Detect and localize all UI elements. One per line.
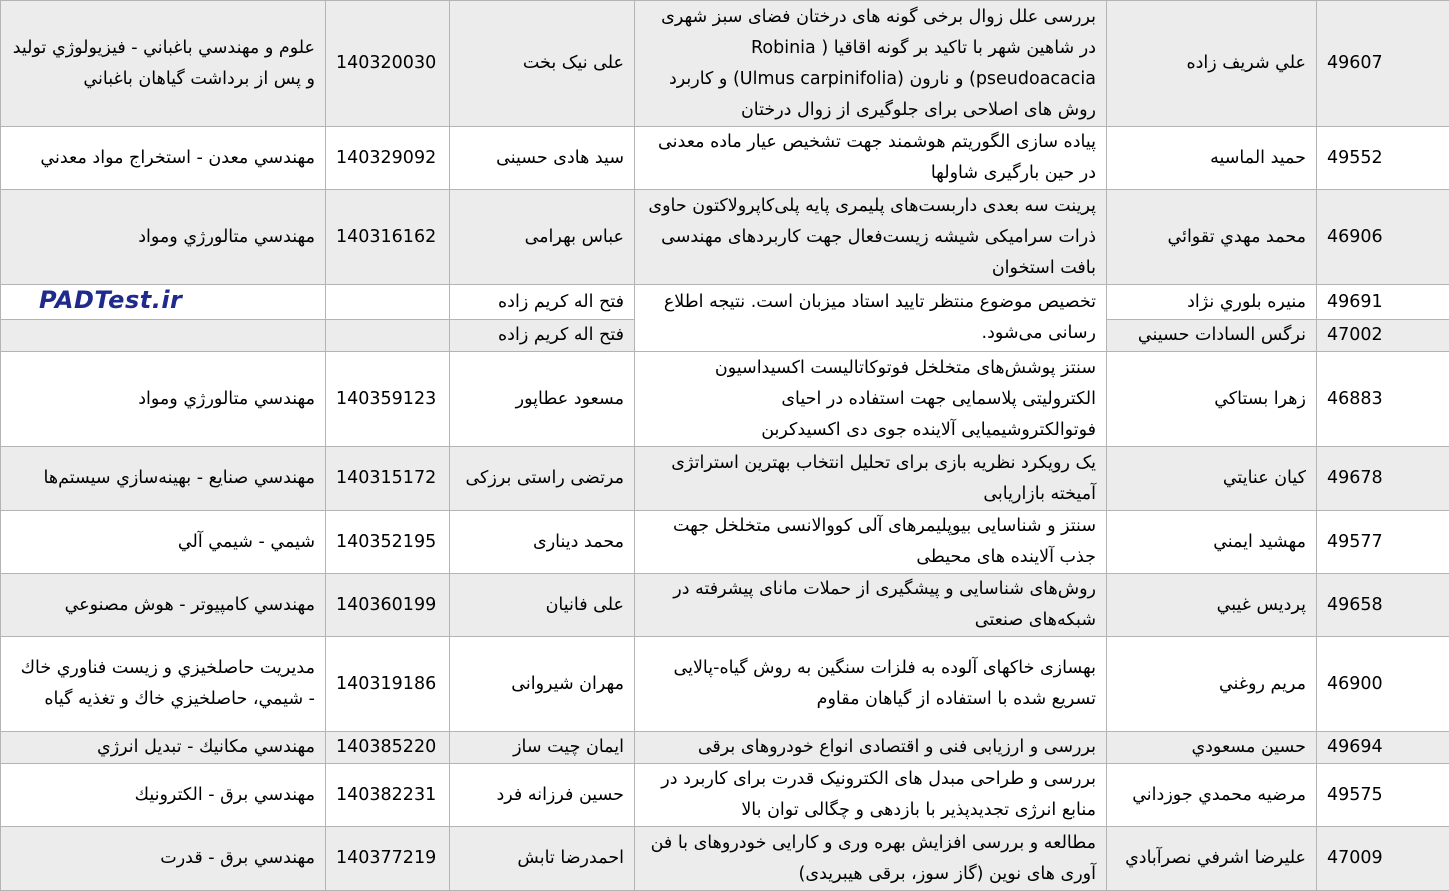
thesis-title: بررسی علل زوال برخی گونه های درختان فضای سبز شهری در شاهین شهر با تاکید بر گونه اقاقیا ( Robinia pseudoacacia) و نارون (Ulmus carpinifolia) و کاربرد روش های اصلاحی برای جلوگیری از زوال درختان [635,1,1107,127]
supervisor-name: محمد دیناری [450,511,635,574]
student-name: پرديس غيبي [1107,574,1317,637]
table-row [1,447,1449,511]
thesis-title: یک رویکرد نظریه بازی برای تحلیل انتخاب بهترین استراتژی آمیخته بازاریابی [635,447,1107,511]
field-of-study: مهندسي متالورژي ومواد [1,352,326,447]
row-number: 46900 [1317,637,1449,732]
table-row [1,352,1449,447]
student-name: منيره بلوري نژاد [1107,285,1317,320]
supervisor-name: مهران شیروانی [450,637,635,732]
thesis-title-pending: تخصیص موضوع منتظر تایید استاد میزبان است. نتیجه اطلاع رسانی می‌شود. [635,285,1107,352]
thesis-title: سنتز و شناسایی بیوپلیمرهای آلی کووالانسی متخلخل جهت جذب آلاینده های محیطی [635,511,1107,574]
thesis-title: بررسی و ارزیابی فنی و اقتصادی انواع خودروهای برقی [635,732,1107,764]
student-code: 140382231 [326,764,450,827]
supervisor-name: احمدرضا تابش [450,827,635,891]
row-number: 47002 [1317,320,1449,352]
supervisor-name: حسین فرزانه فرد [450,764,635,827]
thesis-title: پیاده سازی الگوریتم هوشمند جهت تشخیص عیار ماده معدنی در حین بارگیری شاولها [635,127,1107,190]
student-name: حسين مسعودي [1107,732,1317,764]
student-code: 140377219 [326,827,450,891]
row-number: 46906 [1317,190,1449,285]
supervisor-name: ایمان چیت ساز [450,732,635,764]
supervisor-name: سید هادی حسینی [450,127,635,190]
student-name: مهشيد ايمني [1107,511,1317,574]
thesis-title: بررسی و طراحی مبدل های الکترونیک قدرت برای کاربرد در منابع انرژی تجدیدپذیر با بازدهی و چگالی توان بالا [635,764,1107,827]
row-number: 49678 [1317,447,1449,511]
supervisor-name: مرتضی راستی برزکی [450,447,635,511]
table-row [1,732,1449,764]
watermark-text: PADTest.ir [39,286,182,314]
row-number: 49607 [1317,1,1449,127]
student-name: زهرا بستاكي [1107,352,1317,447]
field-of-study: مهندسي كامپيوتر - هوش مصنوعي [1,574,326,637]
supervisor-name: علی فانیان [450,574,635,637]
student-code: 140329092 [326,127,450,190]
student-name: مرضيه محمدي جوزداني [1107,764,1317,827]
field-of-study: مهندسي متالورژي ومواد [1,190,326,285]
student-code: 140359123 [326,352,450,447]
supervisor-name: علی نیک بخت [450,1,635,127]
student-code [326,285,450,320]
watermark-logo [1,285,326,320]
row-number: 49658 [1317,574,1449,637]
field-of-study: مهندسي برق - قدرت [1,827,326,891]
thesis-title: روش‌های شناسایی و پیشگیری از حملات مانای پیشرفته در شبکه‌های صنعتی [635,574,1107,637]
student-name: عليرضا اشرفي نصرآبادي [1107,827,1317,891]
thesis-title: سنتز پوشش‌های متخلخل فوتوکاتالیست اکسیداسیون الکترولیتی پلاسمایی جهت استفاده در احیای فوتوالکتروشیمیایی آلاینده جوی دی اکسیدکربن [635,352,1107,447]
student-code [326,320,450,352]
row-number: 49552 [1317,127,1449,190]
field-of-study: علوم و مهندسي باغباني - فيزيولوژي توليد و پس از برداشت گياهان باغباني [1,1,326,127]
student-name: حميد الماسيه [1107,127,1317,190]
field-of-study: مهندسي معدن - استخراج مواد معدني [1,127,326,190]
field-of-study: مهندسي صنايع - بهينه‌سازي سيستم‌ها [1,447,326,511]
supervisor-name: فتح اله کریم زاده [450,320,635,352]
field-of-study: مهندسي مكانيك - تبديل انرژي [1,732,326,764]
supervisor-name: فتح اله کریم زاده [450,285,635,320]
table-row [1,1,1449,127]
table-row [1,511,1449,574]
student-name: محمد مهدي تقوائي [1107,190,1317,285]
table-row [1,190,1449,285]
row-number: 49691 [1317,285,1449,320]
field-of-study [1,320,326,352]
student-name: كيان عنايتي [1107,447,1317,511]
student-code: 140360199 [326,574,450,637]
table-row [1,574,1449,637]
student-code: 140385220 [326,732,450,764]
supervisor-name: عباس بهرامی [450,190,635,285]
table-row [1,764,1449,827]
student-name: علي شريف زاده [1107,1,1317,127]
row-number: 47009 [1317,827,1449,891]
student-code: 140315172 [326,447,450,511]
row-number: 49575 [1317,764,1449,827]
student-code: 140352195 [326,511,450,574]
thesis-title: مطالعه و بررسی افزایش بهره وری و کارایی خودروهای با فن آوری های نوین (گاز سوز، برقی هیبریدی) [635,827,1107,891]
table-row [1,827,1449,891]
supervisor-name: مسعود عطاپور [450,352,635,447]
student-code: 140320030 [326,1,450,127]
student-name: مريم روغني [1107,637,1317,732]
table-row [1,637,1449,732]
field-of-study: شيمي - شيمي آلي [1,511,326,574]
row-number: 46883 [1317,352,1449,447]
thesis-title: بهسازی خاکهای آلوده به فلزات سنگین به روش گیاه-پالایی تسریع شده با استفاده از گیاهان مقاوم [635,637,1107,732]
row-number: 49577 [1317,511,1449,574]
row-number: 49694 [1317,732,1449,764]
student-code: 140316162 [326,190,450,285]
table-row [1,285,1449,320]
thesis-title: پرینت سه بعدی داربست‌های پلیمری پایه پلی‌کاپرولاکتون حاوی ذرات سرامیکی شیشه زیست‌فعال جهت کاربردهای مهندسی بافت استخوان [635,190,1107,285]
student-name: نرگس السادات حسيني [1107,320,1317,352]
field-of-study: مهندسي برق - الكترونيك [1,764,326,827]
table-row [1,127,1449,190]
student-code: 140319186 [326,637,450,732]
field-of-study: مديريت حاصلخيزي و زيست فناوري خاك - شيمي، حاصلخيزي خاك و تغذيه گياه [1,637,326,732]
